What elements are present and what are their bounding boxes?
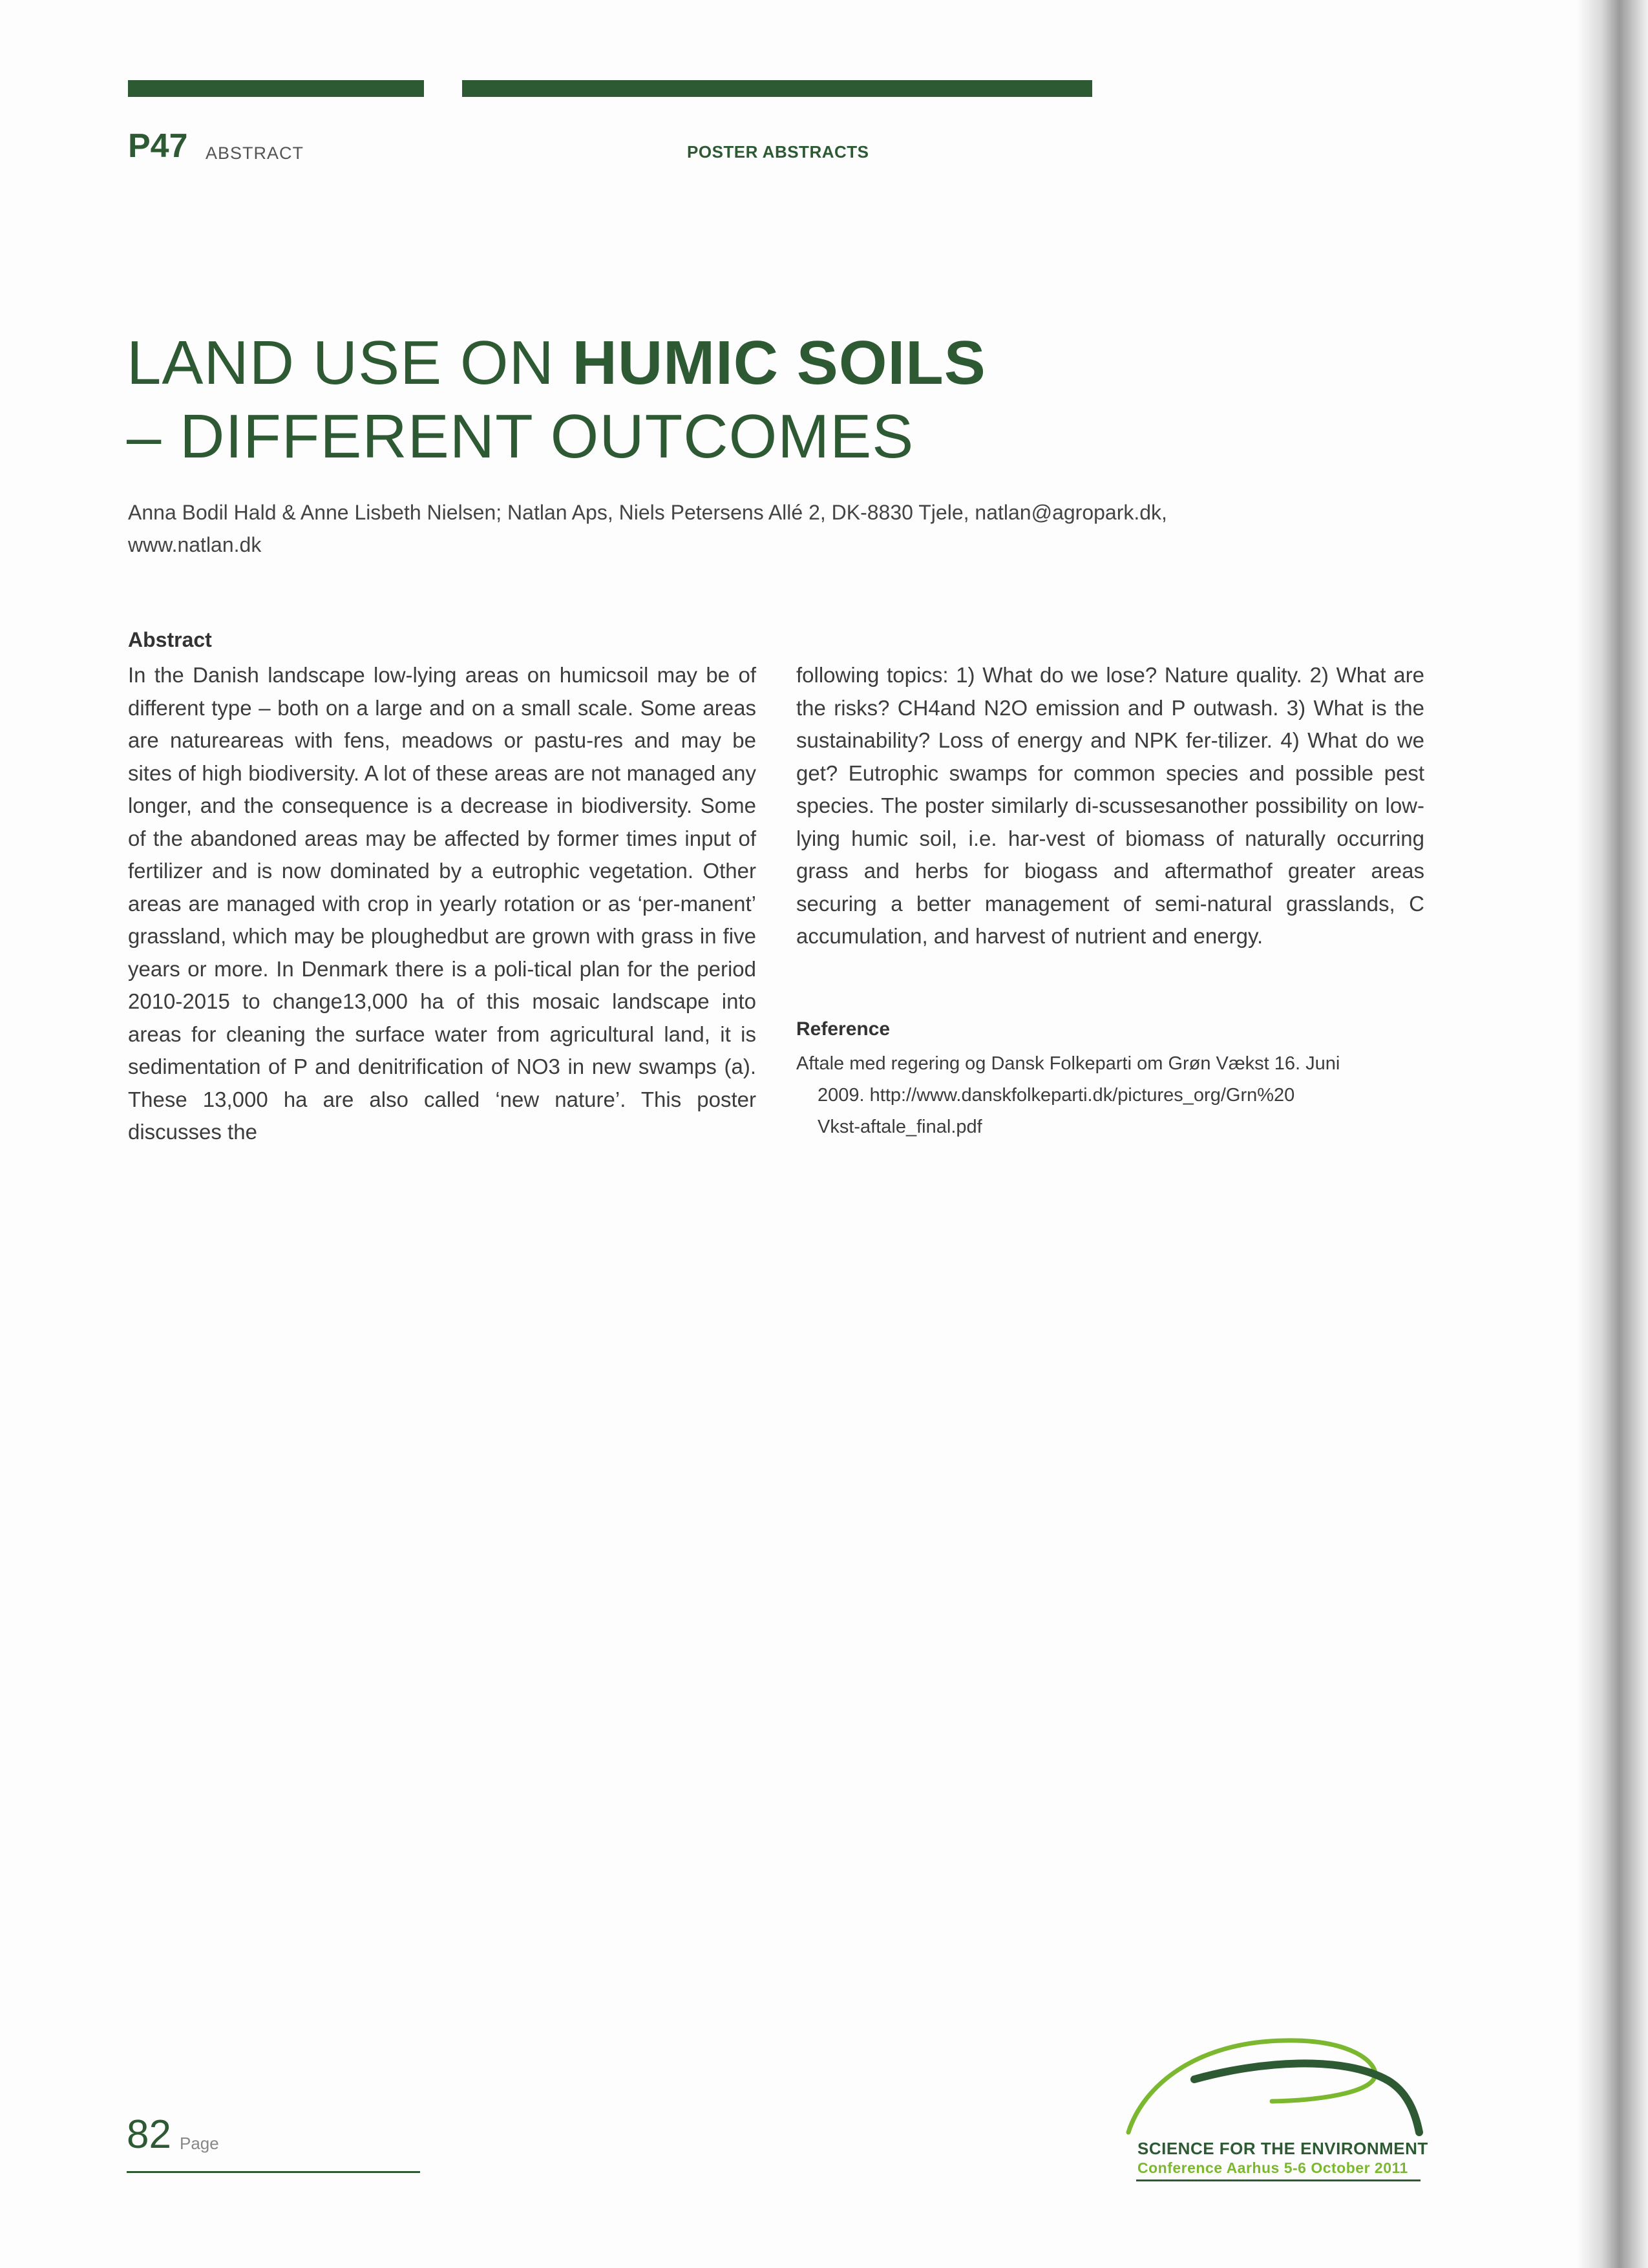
reference-line-1: Aftale med regering og Dansk Folkeparti om Grøn Vækst 16. Juni xyxy=(796,1053,1340,1074)
reference-line-3: Vkst-aftale_final.pdf xyxy=(818,1117,982,1137)
logo-rule xyxy=(1136,2179,1421,2181)
poster-code-label: ABSTRACT xyxy=(206,143,304,163)
conference-logo xyxy=(1117,2029,1428,2184)
abstract-heading: Abstract xyxy=(128,628,212,651)
abstract-right-column: following topics: 1) What do we lose? Nature quality. 2) What are the risks? CH4and N2O emission and P outwash. 3) What is the sustainability? Loss of energy and NPK fer-tilizer. 4) What do we get? Eutrophic swamps for common species and possible pest species. The poster similarly di-scussesanother possibility on low-lying humic soil, i.e. har-vest of biomass of naturally occurring grass and herbs for biogass and aftermathof greater areas securing a better management of semi-natural grasslands, C accumulation, and harvest of nutrient and energy. xyxy=(796,663,1424,948)
authors-line-1: Anna Bodil Hald & Anne Lisbeth Nielsen; Natlan Aps, Niels Petersens Allé 2, DK-8830 Tjele, natlan@agropark.dk, xyxy=(128,501,1167,524)
reference-line-2: 2009. http://www.danskfolkeparti.dk/pictures_org/Grn%20 xyxy=(818,1085,1295,1106)
reference-heading: Reference xyxy=(796,1018,891,1040)
authors-affiliation xyxy=(128,496,1395,561)
title-line-2: – DIFFERENT OUTCOMES xyxy=(127,402,914,471)
logo-subtitle: Conference Aarhus 5-6 October 2011 xyxy=(1137,2159,1408,2176)
poster-code: P47 xyxy=(128,127,188,165)
title-bold-part: HUMIC SOILS xyxy=(572,328,986,397)
article-title xyxy=(127,326,1355,474)
header-bar-left xyxy=(128,80,424,97)
reference-entry xyxy=(796,1048,1424,1143)
page-word: Page xyxy=(180,2134,219,2153)
book-spine-shadow xyxy=(1577,0,1648,2268)
authors-line-2: www.natlan.dk xyxy=(128,533,262,556)
footer-rule xyxy=(127,2171,420,2173)
logo-swoosh-icon xyxy=(1117,2029,1424,2139)
title-part-1: LAND USE ON xyxy=(127,328,573,397)
section-label: POSTER ABSTRACTS xyxy=(687,142,869,162)
page-number: 82 xyxy=(127,2112,171,2157)
header-bar-right xyxy=(462,80,1092,97)
title-line-1 xyxy=(127,326,1355,400)
abstract-left-column: In the Danish landscape low-lying areas on humicsoil may be of different type – both on a large and on a small scale. Some areas are natureareas with fens, meadows or pastu-res and may be sites of high biodiversity. A lot of these areas are not managed any longer, and the consequence is a decrease in biodiversity. Some of the abandoned areas may be affected by former times input of fertilizer and is now dominated by a eutrophic vegetation. Other areas are managed with crop in yearly rotation or as ‘per-manent’ grassland, which may be ploughedbut are grown with grass in five years or more. In Denmark there is a poli-tical plan for the period 2010-2015 to change13,000 ha of this mosaic landscape into areas for cleaning the surface water from agricultural land, it is sedimentation of P and denitrification of NO3 in new swamps (a). These 13,000 ha are also called ‘new nature’. This poster discusses the xyxy=(128,663,756,1144)
logo-title: SCIENCE FOR THE ENVIRONMENT xyxy=(1137,2139,1428,2158)
